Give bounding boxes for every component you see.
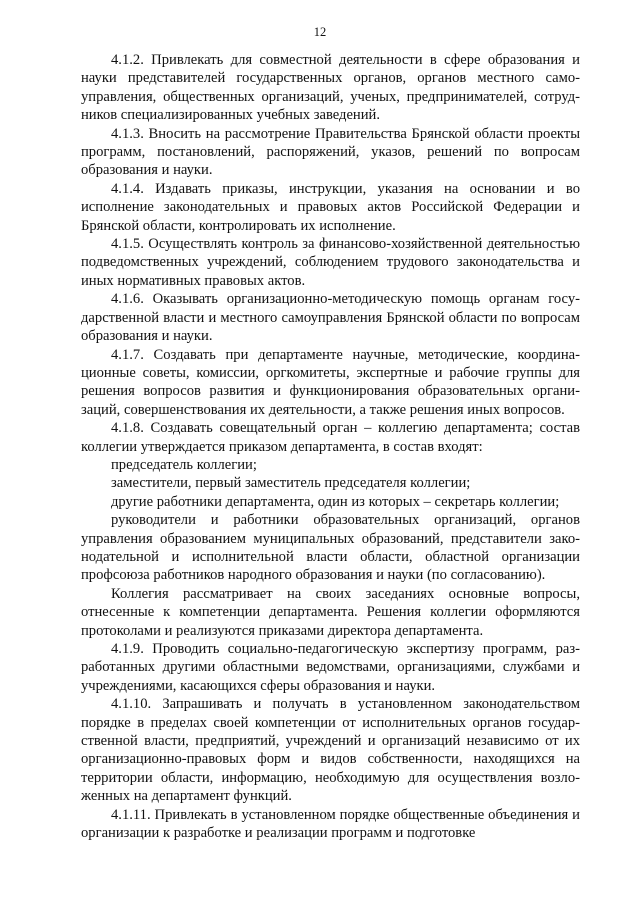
paragraph-4-1-9: 4.1.9. Проводить социально-педагогическую экспертизу программ, разработанных другими областными ведомствами, организациями, службами и учреждениями, касающихся сферы образования и науки. [81, 641, 580, 694]
collegium-member-staff: другие работники департамента, один из которых – секретарь коллегии; [111, 493, 560, 510]
paragraph-4-1-11: 4.1.11. Привлекать в установленном порядке общественные объединения и организации к разработке и реализации программ и подготовке [81, 806, 580, 842]
collegium-member-heads: руководители и работники образовательных организаций, органов управления образованием муниципальных образований, представители законодательной и исполнительной власти области, областной организации профсоюза работников народного образования и науки (по согласованию). [81, 512, 580, 584]
paragraph-4-1-3: 4.1.3. Вносить на рассмотрение Правительства Брянской области проекты программ, постановлений, распоряжений, указов, решений по вопросам образования и науки. [81, 125, 580, 179]
paragraph-4-1-8: 4.1.8. Создавать совещательный орган – коллегию департамента; состав коллегии утверждается приказом департамента, в состав входят: [81, 420, 580, 455]
paragraph-4-1-5: 4.1.5. Осуществлять контроль за финансово-хозяйственной деятельностью подведомственных учреждений, соблюдением трудового законодательства и иных нормативных правовых актов. [81, 236, 580, 289]
paragraph-collegium-duties: Коллегия рассматривает на своих заседаниях основные вопросы, отнесенные к компетенции департамента. Решения коллегии оформляются протоколами и реализуются приказами директора департамента. [81, 585, 580, 639]
collegium-member-chairman: председатель коллегии; [111, 456, 257, 473]
page-number: 12 [313, 25, 327, 39]
paragraph-4-1-7: 4.1.7. Создавать при департаменте научные, методические, координационные советы, комиссии, оргкомитеты, экспертные и рабочие группы для решения вопросов развития и функционирования образовательных организаций, совершенствования их деятельности, а также решения иных вопросов. [81, 346, 580, 418]
collegium-member-deputies: заместители, первый заместитель председателя коллегии; [111, 475, 471, 492]
paragraph-4-1-2: 4.1.2. Привлекать для совместной деятельности в сфере образования и науки представителей государственных органов, органов местного самоуправления, общественных организаций, ученых, предпринимателей, сотрудников специализированных учебных заведений. [81, 52, 580, 124]
paragraph-4-1-4: 4.1.4. Издавать приказы, инструкции, указания на основании и во исполнение законодательных и правовых актов Российской Федерации и Брянской области, контролировать их исполнение. [81, 180, 580, 234]
document-body [81, 51, 580, 842]
paragraph-4-1-6: 4.1.6. Оказывать организационно-методическую помощь органам государственной власти и местного самоуправления Брянской области по вопросам образования и науки. [81, 291, 580, 345]
paragraph-4-1-10: 4.1.10. Запрашивать и получать в установленном законодательством порядке в пределах своей компетенции от исполнительных органов государственной власти, предприятий, учреждений и организаций независимо от их организационно-правовых форм и видов собственности, находящихся на территории области, информацию, необходимую для осуществления возложенных на департамент функций. [81, 696, 580, 805]
